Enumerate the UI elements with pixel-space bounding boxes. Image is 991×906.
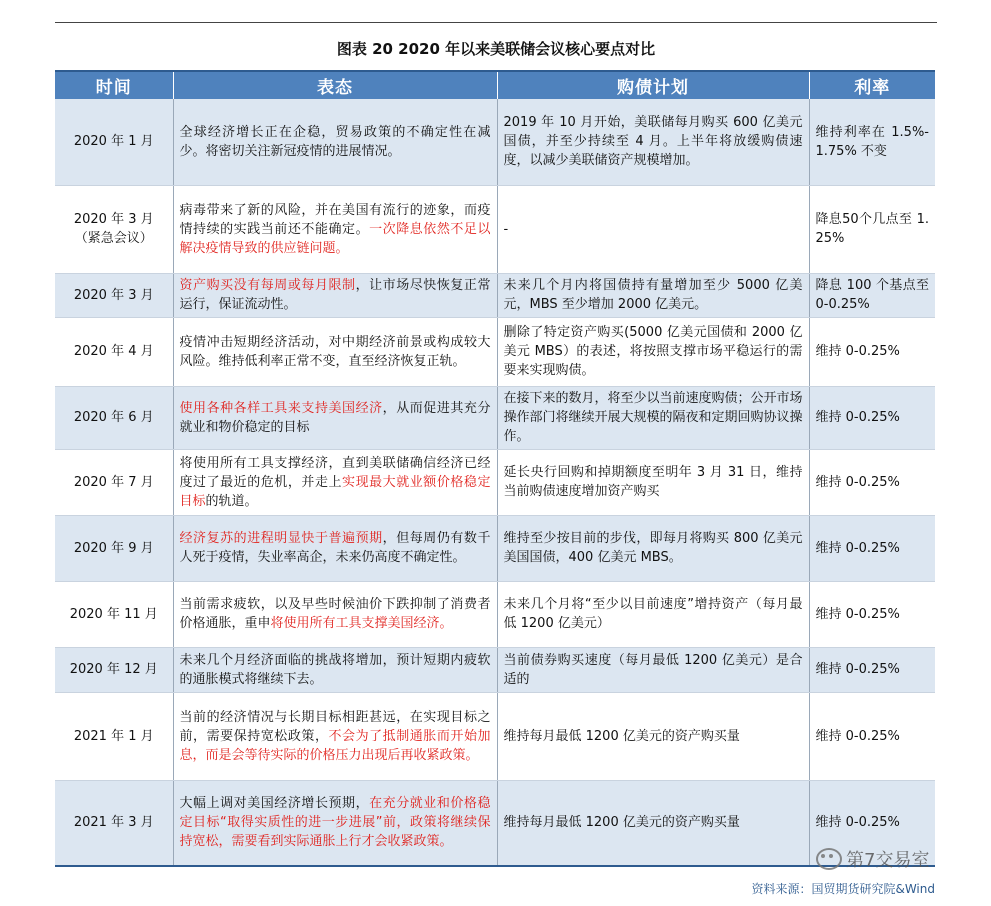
date-text: 2020 年 3 月 [73, 212, 154, 227]
cell-interest-rate: 维持 0-0.25% [809, 386, 935, 449]
cell-interest-rate: 维持 0-0.25% [809, 515, 935, 581]
header-purchase-plan: 购债计划 [497, 71, 809, 99]
cell-purchase-plan: 维持每月最低 1200 亿美元的资产购买量 [497, 692, 809, 780]
figure-caption: 图表 20 2020 年以来美联储会议核心要点对比 [336, 40, 656, 58]
date-text: 2020 年 1 月 [73, 134, 154, 150]
cell-interest-rate: 维持 0-0.25% [809, 581, 935, 647]
date-text: 2020 年 12 月 [69, 662, 158, 677]
cell-stance [173, 581, 497, 647]
table-row [55, 99, 935, 185]
stance-text: 病毒带来了新的风险，并在美国有流行的迹象，而疫情持续的实践当前还不能确定。 [179, 202, 491, 237]
stance-text: 当前需求疲软，以及早些时候油价下跌抑制了消费者价格通胀，重申 [179, 597, 491, 631]
cell-interest-rate: 维持 0-0.25% [809, 692, 935, 780]
cell-interest-rate: 维持 0-0.25% [809, 449, 935, 515]
table-row [55, 581, 935, 647]
cell-stance [173, 647, 497, 692]
cell-date [55, 647, 173, 692]
cell-date [55, 99, 173, 185]
header-interest-rate: 利率 [809, 71, 935, 99]
cell-purchase-plan: 在接下来的数月，将至少以当前速度购债；公开市场操作部门将继续开展大规模的隔夜和定期回购协议操作。 [497, 386, 809, 449]
date-text: 2020 年 3 月 [73, 287, 154, 303]
cell-stance [173, 185, 497, 273]
source-note: 资料来源：国贸期货研究院&Wind [751, 882, 935, 896]
table-row [55, 386, 935, 449]
cell-date [55, 185, 173, 273]
cell-purchase-plan: 未来几个月将“至少以目前速度”增持资产（每月最低 1200 亿美元） [497, 581, 809, 647]
cell-stance [173, 273, 497, 317]
cell-date [55, 317, 173, 386]
cell-stance [173, 515, 497, 581]
table-row [55, 449, 935, 515]
date-text: 2020 年 7 月 [73, 474, 154, 490]
stance-highlight-text: 实现最大就业额价格稳定目标 [179, 474, 491, 509]
cell-purchase-plan: 当前债券购买速度（每月最低 1200 亿美元）是合适的 [497, 647, 809, 692]
table-row [55, 692, 935, 780]
date-text: 2020 年 9 月 [73, 540, 154, 556]
cell-purchase-plan: 2019 年 10 月开始，美联储每月购买 600 亿美元国债，并至少持续至 4 月。上半年将放缓购债速度，以减少美联储资产规模增加。 [497, 99, 809, 185]
cell-interest-rate: 降息50个几点至 1.25% [809, 185, 935, 273]
cell-purchase-plan: - [497, 185, 809, 273]
date-text: 2020 年 11 月 [69, 606, 158, 622]
cell-date [55, 692, 173, 780]
stance-highlight-text: 不会为了抵制通胀而开始加息，而是会等待实际的价格压力出现后再收紧政策。 [179, 728, 491, 763]
cell-date [55, 515, 173, 581]
cell-date [55, 449, 173, 515]
stance-text: 当前的经济情况与长期目标相距甚远，在实现目标之前，需要保持宽松政策， [179, 709, 491, 744]
stance-text: 将使用所有工具支撑经济，直到美联储确信经济已经度过了最近的危机，并走上 [179, 455, 491, 490]
cell-purchase-plan: 延长央行回购和掉期额度至明年 3 月 31 日，维持当前购债速度增加资产购买 [497, 449, 809, 515]
cell-stance [173, 386, 497, 449]
stance-highlight-text: 资产购买没有每周或每月限制 [179, 278, 356, 293]
header-time: 时间 [55, 71, 173, 99]
date-text: 2020 年 6 月 [73, 410, 154, 425]
stance-text: 的轨道。 [205, 493, 258, 509]
watermark-text: 第7交易室 [846, 850, 930, 871]
stance-highlight-text: 经济复苏的进程明显快于普遍预期 [179, 531, 383, 546]
cell-interest-rate: 降息 100 个基点至 0-0.25% [809, 273, 935, 317]
table-row [55, 185, 935, 273]
stance-text: ，但每周仍有数千人死于疫情，失业率高企，未来仍高度不确定性。 [179, 531, 491, 565]
table-row [55, 647, 935, 692]
cell-purchase-plan: 删除了特定资产购买(5000 亿美元国债和 2000 亿美元 MBS）的表述，将按照支撑市场平稳运行的需要来实现购债。 [497, 317, 809, 386]
stance-text: 疫情冲击短期经济活动，对中期经济前景或构成较大风险。维持低利率正常不变，直至经济恢复正轨。 [179, 334, 491, 369]
watermark [816, 846, 929, 872]
cell-interest-rate: 维持 0-0.25% [809, 780, 935, 866]
top-rule [55, 22, 937, 23]
table-row [55, 515, 935, 581]
stance-highlight-text: 使用各种各样工具来支持美国经济 [179, 400, 383, 416]
stance-text: ，让市场尽快恢复正常运行，保证流动性。 [179, 278, 491, 312]
cell-date [55, 386, 173, 449]
table-row [55, 273, 935, 317]
date-note: （紧急会议） [74, 231, 153, 246]
date-text: 2021 年 3 月 [73, 815, 154, 831]
stance-highlight-text: 在充分就业和价格稳定目标“取得实质性的进一步进展”前，政策将继续保持宽松，需要看到实际通胀上行才会收紧政策。 [179, 796, 491, 850]
date-text: 2020 年 4 月 [73, 344, 154, 359]
wechat-icon [816, 848, 842, 870]
stance-highlight-text: 将使用所有工具支撑美国经济。 [270, 616, 453, 631]
fed-meeting-table [55, 70, 935, 867]
stance-text: 大幅上调对美国经济增长预期， [179, 796, 370, 812]
cell-purchase-plan: 未来几个月内将国债持有量增加至少 5000 亿美元，MBS 至少增加 2000 亿美元。 [497, 273, 809, 317]
cell-interest-rate: 维持利率在 1.5%-1.75% 不变 [809, 99, 935, 185]
cell-stance [173, 780, 497, 866]
cell-interest-rate: 维持 0-0.25% [809, 317, 935, 386]
table-row [55, 317, 935, 386]
header-row [55, 71, 935, 99]
table-row [55, 780, 935, 866]
cell-stance [173, 692, 497, 780]
cell-date [55, 581, 173, 647]
header-stance: 表态 [173, 71, 497, 99]
cell-interest-rate: 维持 0-0.25% [809, 647, 935, 692]
cell-date [55, 273, 173, 317]
cell-stance [173, 317, 497, 386]
cell-date [55, 780, 173, 866]
date-text: 2021 年 1 月 [73, 728, 154, 744]
stance-text: 全球经济增长正在企稳，贸易政策的不确定性在减少。将密切关注新冠疫情的进展情况。 [179, 124, 491, 159]
cell-purchase-plan: 维持至少按目前的步伐，即每月将购买 800 亿美元美国国债，400 亿美元 MBS。 [497, 515, 809, 581]
stance-highlight-text: 一次降息依然不足以解决疫情导致的供应链问题。 [179, 221, 491, 256]
cell-stance [173, 449, 497, 515]
stance-text: ，从而促进其充分就业和物价稳定的目标 [179, 400, 491, 435]
cell-purchase-plan: 维持每月最低 1200 亿美元的资产购买量 [497, 780, 809, 866]
cell-stance [173, 99, 497, 185]
stance-text: 未来几个月经济面临的挑战将增加，预计短期内疲软的通胀模式将继续下去。 [179, 652, 491, 687]
